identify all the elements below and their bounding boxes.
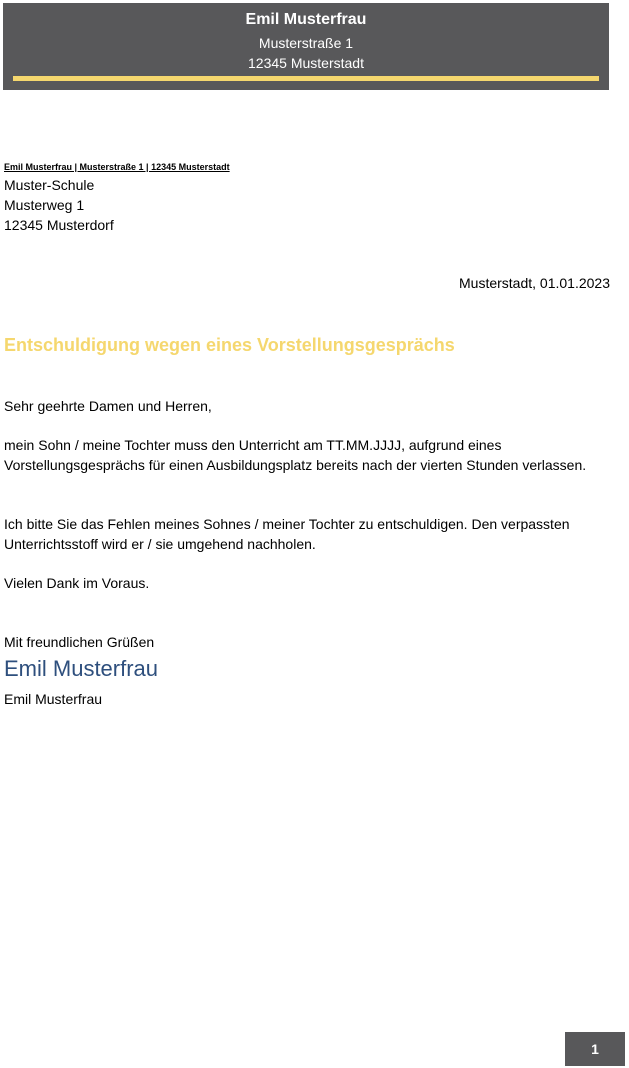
page-number: 1 bbox=[591, 1041, 599, 1057]
letterhead-city: 12345 Musterstadt bbox=[248, 55, 364, 71]
body-paragraph-1: mein Sohn / meine Tochter muss den Unterricht am TT.MM.JJJJ, aufgrund eines Vorstellungsgesprächs für einen Ausbildungsplatz bereits nach der vierten Stunden verlassen. bbox=[4, 437, 587, 473]
thanks-line: Vielen Dank im Voraus. bbox=[4, 575, 150, 591]
sender-return-address: Emil Musterfrau | Musterstraße 1 | 12345 Musterstadt bbox=[4, 162, 230, 172]
letter-date: Musterstadt, 01.01.2023 bbox=[459, 275, 610, 291]
letter-subject: Entschuldigung wegen eines Vorstellungsgesprächs bbox=[4, 335, 455, 355]
recipient-name: Muster-Schule bbox=[4, 177, 95, 193]
recipient-address bbox=[4, 175, 114, 235]
printed-name: Emil Musterfrau bbox=[4, 691, 103, 707]
closing-line: Mit freundlichen Grüßen bbox=[4, 634, 155, 650]
letterhead-accent-bar bbox=[13, 76, 599, 81]
letterhead-name: Emil Musterfrau bbox=[245, 11, 367, 28]
recipient-city: 12345 Musterdorf bbox=[4, 217, 114, 233]
letterhead-street: Musterstraße 1 bbox=[258, 35, 354, 51]
letterhead bbox=[3, 3, 609, 90]
recipient-street: Musterweg 1 bbox=[4, 197, 85, 213]
body-paragraph-2: Ich bitte Sie das Fehlen meines Sohnes / meiner Tochter zu entschuldigen. Den verpassten Unterrichtsstoff wird er / sie umgehend nachholen. bbox=[4, 516, 570, 552]
signature: Emil Musterfrau bbox=[4, 656, 159, 681]
page-number-box bbox=[565, 1032, 625, 1066]
salutation: Sehr geehrte Damen und Herren, bbox=[4, 398, 212, 414]
